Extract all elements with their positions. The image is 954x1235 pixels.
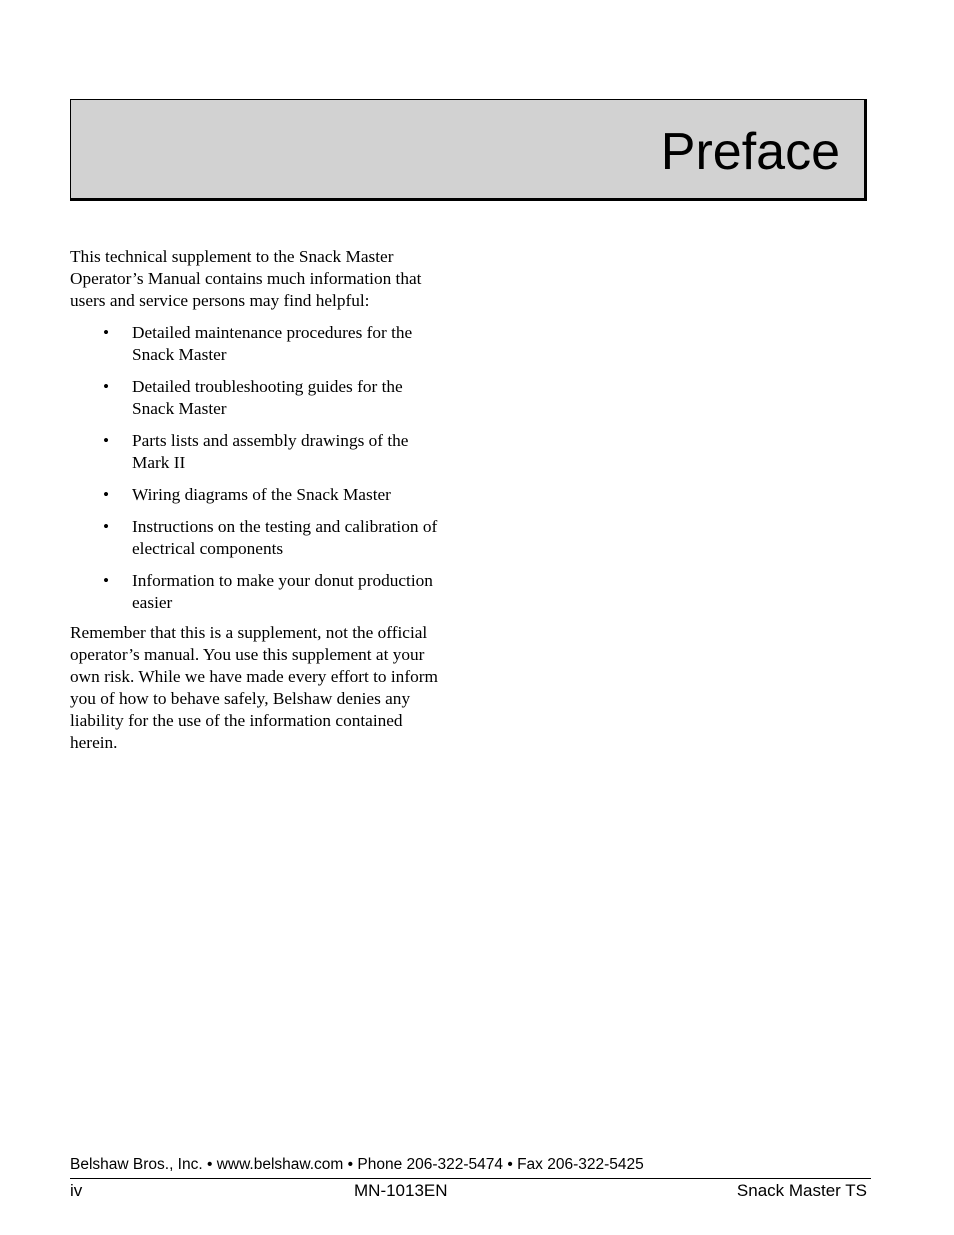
chapter-title-box [70, 99, 867, 201]
footer [70, 1180, 867, 1202]
list-item [70, 484, 442, 506]
list-item-text: Information to make your donut production easier [132, 571, 433, 612]
list-item-text: Detailed troubleshooting guides for the Snack Master [132, 377, 403, 418]
feature-list [70, 322, 442, 614]
bullet-icon: • [103, 571, 110, 590]
page-title: Preface [660, 123, 840, 181]
bullet-icon: • [103, 431, 110, 450]
footer-contact: Belshaw Bros., Inc. • www.belshaw.com • Phone 206-322-5474 • Fax 206-322-5425 [70, 1156, 644, 1173]
list-item [70, 376, 442, 420]
doc-code: MN-1013EN [354, 1181, 448, 1200]
body-column [70, 246, 442, 754]
page-number: iv [70, 1181, 83, 1200]
doc-title: Snack Master TS [736, 1181, 867, 1200]
list-item-text: Instructions on the testing and calibration of electrical components [132, 517, 438, 558]
list-item [70, 516, 442, 560]
list-item-text: Parts lists and assembly drawings of the Mark II [132, 431, 409, 472]
intro-paragraph: This technical supplement to the Snack Master Operator’s Manual contains much information that users and service persons may find helpful: [70, 247, 422, 310]
list-item [70, 322, 442, 366]
list-item [70, 430, 442, 474]
bullet-icon: • [103, 517, 110, 536]
bullet-icon: • [103, 323, 110, 342]
footer-divider [70, 1178, 871, 1179]
list-item-text: Detailed maintenance procedures for the Snack Master [132, 323, 413, 364]
bullet-icon: • [103, 485, 110, 504]
list-item [70, 570, 442, 614]
list-item-text: Wiring diagrams of the Snack Master [132, 485, 391, 504]
bullet-icon: • [103, 377, 110, 396]
disclaimer-paragraph: Remember that this is a supplement, not the official operator’s manual. You use this supplement at your own risk. While we have made every effort to inform you of how to behave safely, Belshaw denies any liability for the use of the information contained herein. [70, 623, 438, 752]
